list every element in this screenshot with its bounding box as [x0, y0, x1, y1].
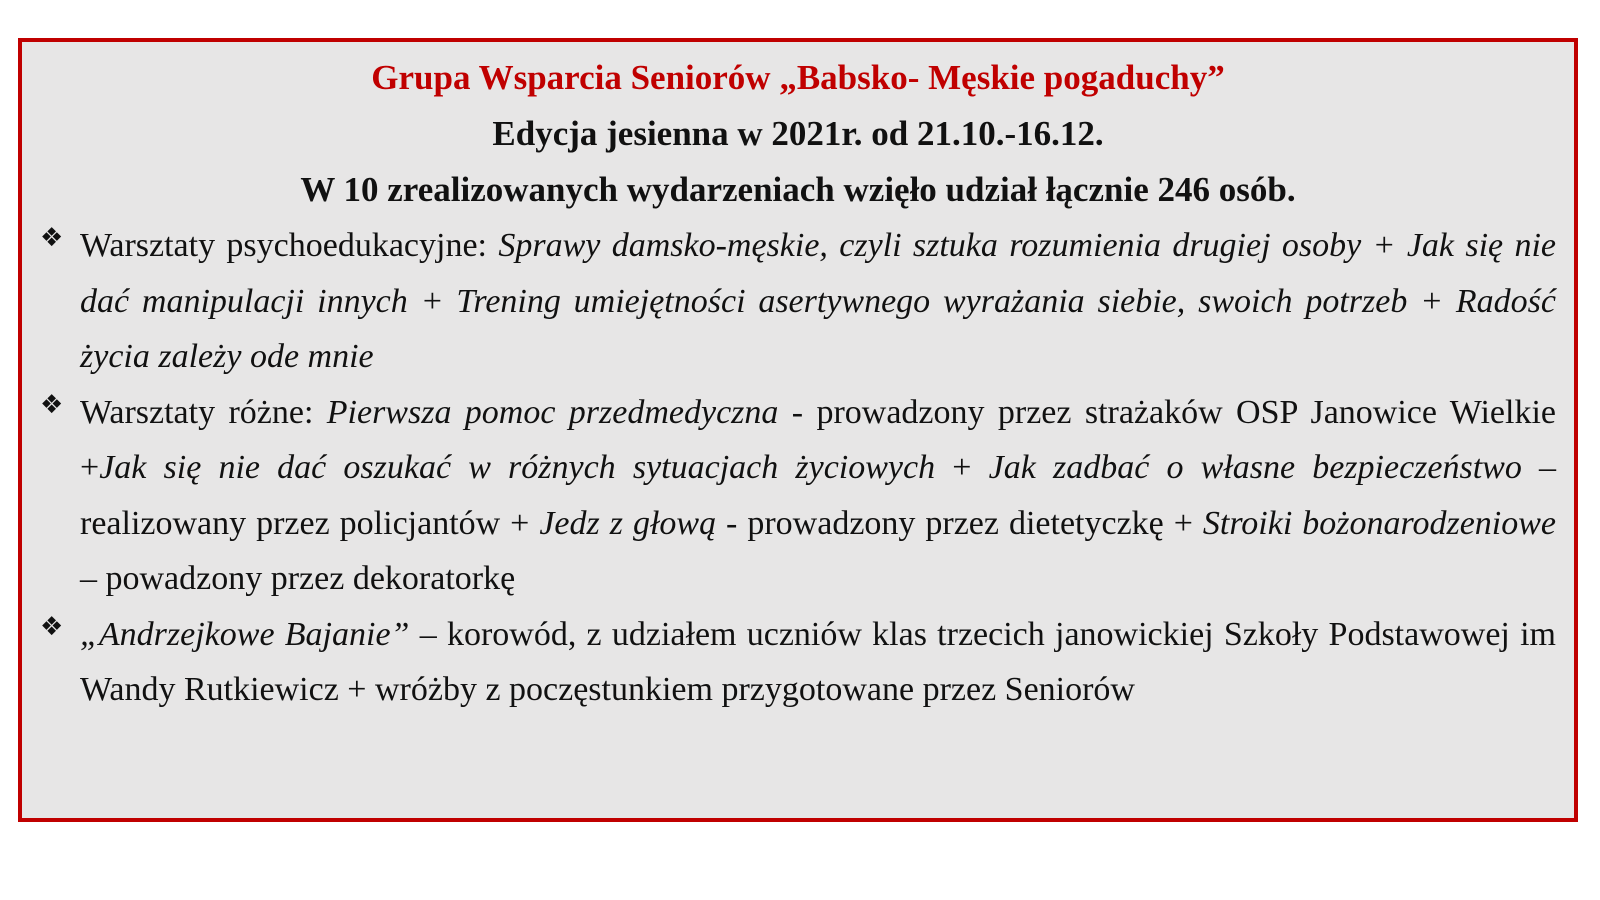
- four-diamond-bullet-icon: ❖: [40, 223, 64, 253]
- item-text: Warsztaty różne: Pierwsza pomoc przedmedyczna - prowadzony przez strażaków OSP Janowice Wielkie +Jak się nie dać oszukać w różnych sytuacjach życiowych + Jak zadbać o własne bezpieczeństwo – realizowany przez policjantów + Jedz z głową - prowadzony przez dietetyczkę + Stroiki bożonarodzeniowe – powadzony przez dekoratorkę: [80, 393, 1557, 597]
- item-text: „Andrzejkowe Bajanie” – korowód, z udziałem uczniów klas trzecich janowickiej Szkoły Podstawowej im Wandy Rutkiewicz + wróżby z poczęstunkiem przygotowane przez Seniorów: [80, 615, 1556, 708]
- four-diamond-bullet-icon: ❖: [40, 611, 64, 642]
- activity-list: [40, 218, 1556, 718]
- list-item: [40, 385, 1556, 607]
- list-item: [40, 218, 1556, 385]
- list-item: [40, 607, 1556, 718]
- edition-line: Edycja jesienna w 2021r. od 21.10.-16.12.: [492, 114, 1104, 153]
- summary-line: W 10 zrealizowanych wydarzeniach wzięło udział łącznie 246 osób.: [300, 170, 1296, 209]
- slide-title: Grupa Wsparcia Seniorów „Babsko- Męskie pogaduchy”: [371, 58, 1225, 97]
- item-text: Warsztaty psychoedukacyjne: Sprawy damsko-męskie, czyli sztuka rozumienia drugiej osoby + Jak się nie dać manipulacji innych + Trening umiejętności asertywnego wyrażania siebie, swoich potrzeb + Radość życia zależy ode mnie: [80, 227, 1556, 375]
- slide-frame: [18, 38, 1578, 822]
- four-diamond-bullet-icon: ❖: [40, 389, 64, 420]
